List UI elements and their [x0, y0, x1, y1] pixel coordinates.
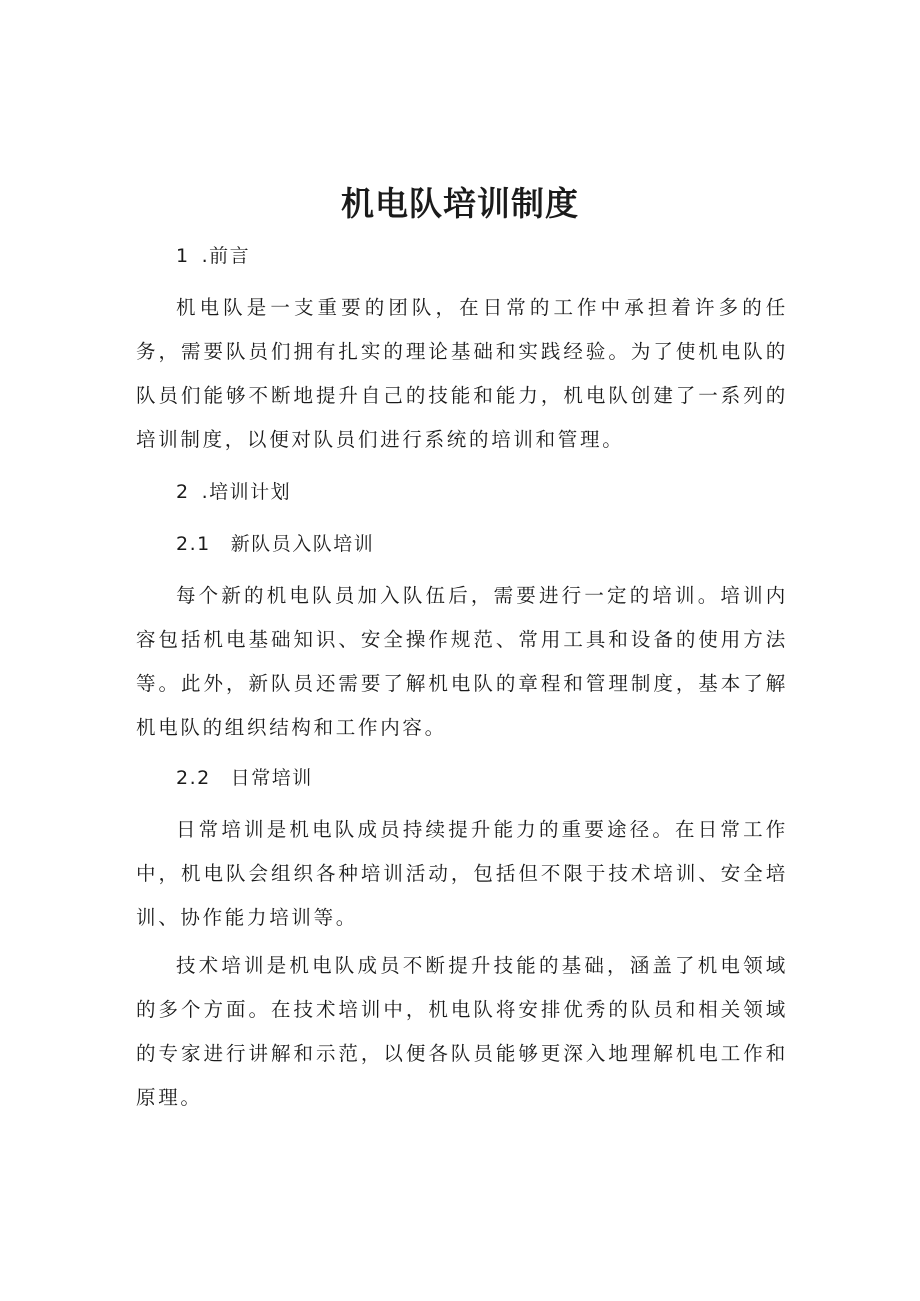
section-title: .培训计划: [201, 481, 292, 503]
section-title: .前言: [201, 245, 251, 267]
section-title: 新队员入队培训: [230, 533, 375, 555]
paragraph-technical-training: 技术培训是机电队成员不断提升技能的基础，涵盖了机电领域的多个方面。在技术培训中，机电队将安排优秀的队员和相关领域的专家进行讲解和示范，以便各队员能够更深入地理解机电工作和原理。: [136, 954, 788, 1109]
subsection-heading-new-member-training: [176, 530, 374, 558]
paragraph-new-member-training: 每个新的机电队员加入队伍后，需要进行一定的培训。培训内容包括机电基础知识、安全操作规范、常用工具和设备的使用方法等。此外，新队员还需要了解机电队的章程和管理制度，基本了解机电队的组织结构和工作内容。: [136, 584, 788, 739]
paragraph-preface: 机电队是一支重要的团队，在日常的工作中承担着许多的任务，需要队员们拥有扎实的理论基础和实践经验。为了使机电队的队员们能够不断地提升自己的技能和能力，机电队创建了一系列的培训制度，以便对队员们进行系统的培训和管理。: [136, 296, 788, 451]
section-heading-preface: [176, 242, 250, 270]
section-number: 2.2: [176, 767, 211, 789]
section-heading-training-plan: [176, 478, 291, 506]
section-title: 日常培训: [230, 767, 313, 789]
subsection-heading-daily-training: [176, 764, 313, 792]
paragraph-daily-training: 日常培训是机电队成员持续提升能力的重要途径。在日常工作中，机电队会组织各种培训活动，包括但不限于技术培训、安全培训、协作能力培训等。: [136, 818, 788, 929]
document-title: 机电队培训制度: [341, 184, 579, 223]
section-number: 1: [176, 245, 190, 267]
section-number: 2: [176, 481, 190, 503]
section-number: 2.1: [176, 533, 211, 555]
